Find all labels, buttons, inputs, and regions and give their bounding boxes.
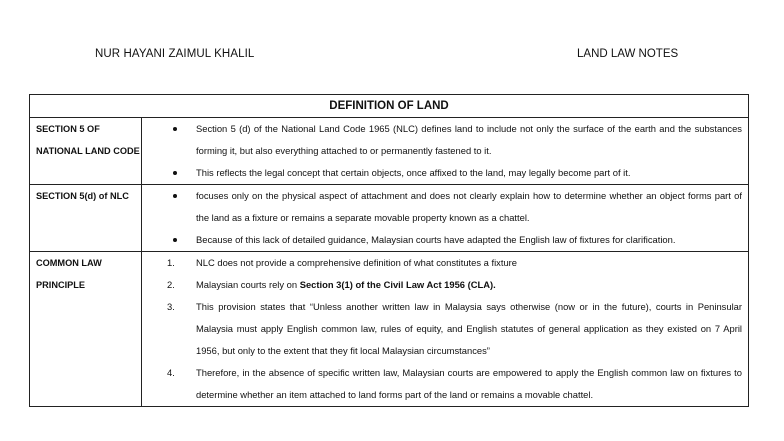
list-item-text-before: Malaysian courts rely on: [196, 279, 300, 290]
table-title-row: [30, 95, 749, 118]
list-item-text: focuses only on the physical aspect of attachment and does not clearly explain how to determine whether an object forms part of the land as a fixture or remains a separate movable property known as a chattel.: [196, 190, 742, 223]
list-number: 3.: [167, 301, 175, 312]
table-row: [30, 118, 749, 185]
definition-table: [29, 94, 749, 407]
row-label: SECTION 5 OF NATIONAL LAND CODE: [30, 118, 142, 185]
bullet-list: [142, 118, 748, 184]
list-number: 1.: [167, 257, 175, 268]
table-row: [30, 185, 749, 252]
numbered-list: [142, 252, 748, 406]
list-item: [142, 274, 748, 296]
row-content: [142, 185, 749, 252]
author-name: NUR HAYANI ZAIMUL KHALIL: [95, 48, 255, 60]
list-item-text: This reflects the legal concept that certain objects, once affixed to the land, may legally become part of it.: [196, 167, 631, 178]
bullet-icon: [169, 162, 181, 184]
list-item: [142, 362, 748, 406]
row-content: [142, 118, 749, 185]
list-number: 4.: [167, 367, 175, 378]
list-item-text: Section 5 (d) of the National Land Code 1965 (NLC) defines land to include not only the surface of the earth and the substances forming it, but also everything attached to or permanently fastened to it.: [196, 123, 742, 156]
list-item: [142, 185, 748, 229]
bullet-icon: [169, 118, 181, 140]
row-content: [142, 252, 749, 407]
list-item-text: Because of this lack of detailed guidance, Malaysian courts have adapted the English law of fixtures for clarification.: [196, 234, 676, 245]
list-item: [142, 162, 748, 184]
list-item-text: NLC does not provide a comprehensive definition of what constitutes a fixture: [196, 257, 518, 268]
list-item-text: This provision states that “Unless another written law in Malaysia says otherwise (now or in the future), courts in Peninsular Malaysia must apply English common law, rules of equity, and English statutes of general application as they existed on 7 April 1956, but only to the extent that they fit local Malaysian circumstances”: [196, 301, 742, 356]
list-item: [142, 118, 748, 162]
row-label: COMMON LAW PRINCIPLE: [30, 252, 142, 407]
list-number: 2.: [167, 279, 175, 290]
list-item: [142, 252, 748, 274]
row-label: SECTION 5(d) of NLC: [30, 185, 142, 252]
list-item-text: Therefore, in the absence of specific written law, Malaysian courts are empowered to apply the English common law on fixtures to determine whether an item attached to land forms part of the land or remains a movable chattel.: [196, 367, 742, 400]
table-row: [30, 252, 749, 407]
document-subject: LAND LAW NOTES: [577, 48, 679, 60]
bullet-icon: [169, 185, 181, 207]
list-item: [142, 296, 748, 362]
bullet-icon: [169, 229, 181, 251]
table-title: DEFINITION OF LAND: [30, 95, 749, 118]
list-item-bold-reference: Section 3(1) of the Civil Law Act 1956 (CLA).: [299, 279, 496, 290]
bullet-list: [142, 185, 748, 251]
list-item: [142, 229, 748, 251]
